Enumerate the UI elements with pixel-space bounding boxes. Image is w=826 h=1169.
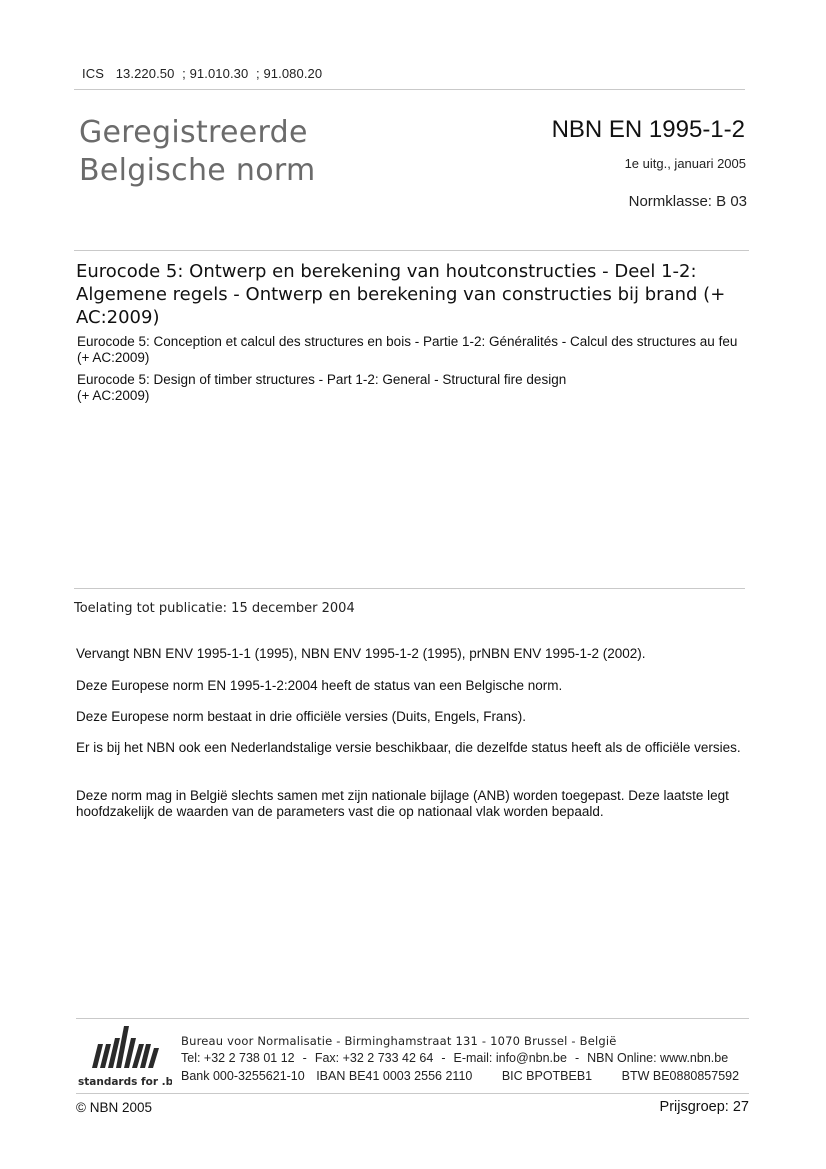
- body-paragraph: Deze Europese norm EN 1995-1-2:2004 heeft de status van een Belgische norm.: [76, 678, 563, 693]
- brand-line: Belgische norm: [79, 153, 316, 188]
- footer-vat: BTW BE0880857592: [621, 1069, 740, 1083]
- footer-tel: Tel: +32 2 738 01 12: [181, 1051, 295, 1065]
- standard-number: NBN EN 1995-1-2: [551, 116, 745, 143]
- brand-line: Geregistreerde: [79, 115, 308, 150]
- nbn-logo-mark: [76, 1024, 172, 1090]
- footer-address: Bureau voor Normalisatie - Birminghamstraat 131 - 1070 Brussel - België: [181, 1034, 617, 1048]
- title-dutch: Eurocode 5: Ontwerp en berekening van houtconstructies - Deel 1-2: Algemene regels - Ontwerp en berekening van constructies bij brand (+ AC:2009): [76, 261, 726, 328]
- title-english-line: (+ AC:2009): [77, 388, 150, 403]
- footer-bank-details: [181, 1069, 739, 1083]
- ics-code: ; 91.010.30: [182, 66, 249, 81]
- body-paragraph: Er is bij het NBN ook een Nederlandstalige versie beschikbaar, die dezelfde status heeft als de officiële versies.: [76, 740, 741, 755]
- ics-label: ICS: [82, 66, 104, 81]
- footer-email: E-mail: info@nbn.be: [453, 1051, 567, 1065]
- norm-class: Normklasse: B 03: [628, 193, 747, 210]
- title-english: [77, 372, 749, 404]
- ics-codes: [82, 66, 326, 81]
- footer-contact: Tel: +32 2 738 01 12 - Fax: +32 2 733 42 64 - E-mail: info@nbn.be - NBN Online: www.nbn.be: [181, 1051, 729, 1065]
- edition-info: 1e uitg., januari 2005: [624, 156, 746, 171]
- body-paragraph: Deze norm mag in België slechts samen met zijn nationale bijlage (ANB) worden toegepast. Deze laatste legt hoofdzakelijk de waarden van de parameters vast die op nationaal vlak worden bepaald.: [76, 788, 729, 819]
- title-rule-top: [74, 250, 749, 251]
- footer-rule-top: [76, 1018, 749, 1019]
- title-english-line: Eurocode 5: Design of timber structures - Part 1-2: General - Structural fire design: [77, 372, 567, 387]
- price-group: Prijsgroep: 27: [659, 1099, 749, 1115]
- footer-fax: Fax: +32 2 733 42 64: [314, 1051, 434, 1065]
- title-rule-bottom: [74, 588, 745, 589]
- logo-tagline: standards for .be: [78, 1076, 172, 1088]
- ics-code: ; 91.080.20: [256, 66, 323, 81]
- nbn-logo-icon: [76, 1024, 172, 1090]
- footer-online: NBN Online: www.nbn.be: [587, 1051, 729, 1065]
- publication-approval: Toelating tot publicatie: 15 december 2004: [74, 601, 355, 616]
- footer-bank: Bank 000-3255621-10: [181, 1069, 305, 1083]
- footer-bic: BIC BPOTBEB1: [501, 1069, 593, 1083]
- body-paragraph: Vervangt NBN ENV 1995-1-1 (1995), NBN ENV 1995-1-2 (1995), prNBN ENV 1995-1-2 (2002).: [76, 646, 646, 661]
- brand-title: [79, 114, 315, 190]
- footer-rule-bottom: [76, 1093, 749, 1094]
- copyright: © NBN 2005: [76, 1100, 152, 1115]
- header-rule: [74, 89, 745, 90]
- title-french: Eurocode 5: Conception et calcul des structures en bois - Partie 1-2: Généralités - Calcul des structures au feu (+ AC:2009): [77, 334, 738, 365]
- ics-code: 13.220.50: [115, 66, 175, 81]
- body-paragraph: Deze Europese norm bestaat in drie officiële versies (Duits, Engels, Frans).: [76, 709, 526, 724]
- footer-iban: IBAN BE41 0003 2556 2110: [316, 1069, 473, 1083]
